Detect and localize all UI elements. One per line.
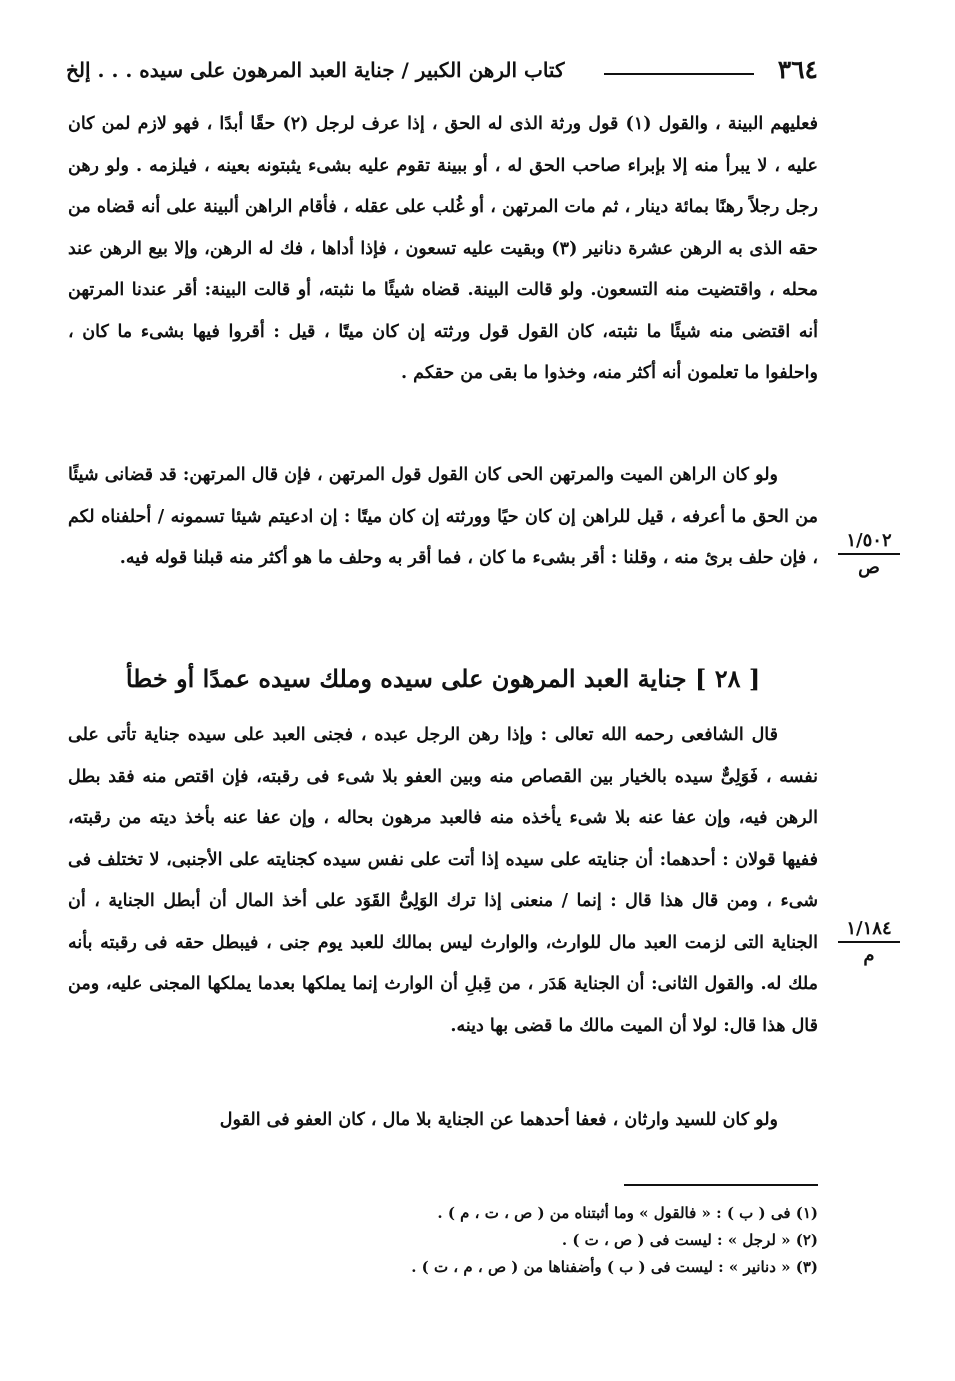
footnote-separator	[624, 1184, 818, 1186]
paragraph-3-lead: قال الشافعى	[681, 725, 778, 745]
page-number: ٣٦٤	[777, 55, 818, 84]
paragraph-2: ولو كان الراهن الميت والمرتهن الحى كان القول قول المرتهن ، فإن قال المرتهن: قد قضانى شيئًا من الحق ما أعرفه ، قيل للراهن إن كان حيًا وورثته إن كان ميتًا : إن ادعيتم شيئا تسمونه / أحلفناه لكم ، فإن حلف برئ منه ، وقلنا : أقر بشىء ما كان ، فما أقر به وحلف ما هو أكثر منه قبلنا قوله فيه.	[68, 465, 818, 568]
text-block-1	[68, 104, 818, 395]
margin-reference-number: ١/٥٠٢	[838, 530, 900, 555]
text-block-4	[68, 1100, 818, 1142]
text-block-2	[68, 455, 818, 580]
margin-reference	[838, 530, 900, 578]
margin-reference	[838, 918, 900, 966]
running-title: كتاب الرهن الكبير / جناية العبد المرهون على سيده . . . إلخ	[66, 58, 565, 82]
paragraph-1: فعليهم البينة ، والقول (١) قول ورثة الذى له الحق ، إذا عرف لرجل (٢) حقًا أبدًا ، فهو لازم لمن كان عليه ، لا يبرأ منه إلا بإبراء صاحب الحق له ، أو ببينة تقوم عليه بشىء يثبتونه بعينه ، فيلزمه . ولو رهن رجل رجلاً رهنًا بمائة دينار ، ثم مات المرتهن ، أو غُلب على عقله ، فأقام الراهن ألبينة على أنه قضاه من حقه الذى به الرهن عشرة دنانير (٣) وبقيت عليه تسعون ، فإذا أداها ، فك له الرهن، وإلا بيع الرهن عند محله ، واقتضيت منه التسعون. ولو قالت البينة. قضاه شيئًا ما نثبته، أو قالت البينة: أقر عندنا المرتهن أنه اقتضى منه شيئًا ما نثبته، كان القول قول ورثته إن كان ميتًا ، قيل : أقروا فيها بشىء ما كان ، واحلفوا ما تعلمون أنه أكثر منه، وخذوا ما بقى من حقكم .	[68, 114, 818, 383]
margin-reference-siglum: م	[863, 945, 875, 966]
text-block-3	[68, 715, 818, 1047]
paragraph-3	[68, 715, 818, 1047]
footnotes	[300, 1200, 818, 1281]
footnote: (١) فى ( ب ) : « فالقول » وما أثبتناه من ( ص ، ت ، م ) .	[437, 1204, 818, 1222]
paragraph-3-text: رحمه الله تعالى : وإذا رهن الرجل عبده ، فجنى العبد على سيده جناية تأتى على نفسه ، فَوَلِىٌّ سيده بالخيار بين القصاص منه وبين العفو بلا شىء فى رقبته، فإن اقتص منه فقد بطل الرهن فيه، وإن عفا عنه بلا شىء يأخذه منه فالعبد مرهون بحاله ، وإن عفا عنه بأخذ ديته من رقبته، ففيها قولان : أحدهما: أن جنايته على سيده إذا أتت على نفس سيده كجنايته على الأجنبى، لا تختلف فى شىء ، ومن قال هذا قال : إنما / منعنى إذا ترك الوَلِىُّ القَوَد على أخذ المال أن أبطل الجناية ، أن الجناية التى لزمت العبد مال للوارث، والوارث ليس بمالك للعبد يوم جنى ، فيبطل حقه فى رقبته بأنه ملك له. والقول الثانى: أن الجناية هَدَر ، من قِبلِ أن الوارث إنما يملكها بعدما يملكها المجنى عليه، ومن قال هذا قال: لولا أن الميت مالك ما قضى بها دينه.	[68, 725, 818, 1036]
header-rule	[604, 73, 754, 75]
page-header	[66, 55, 818, 91]
paragraph-4: ولو كان للسيد وارثان ، فعفا أحدهما عن الجناية بلا مال ، كان العفو فى القول	[219, 1110, 778, 1130]
footnote: (٢) « لرجل » : ليست فى ( ص ، ت ) .	[561, 1231, 818, 1249]
margin-reference-siglum: ص	[858, 557, 880, 578]
footnote: (٣) « دنانير » : ليست فى ( ب ) وأضفناها من ( ص ، م ، ت ) .	[411, 1258, 818, 1276]
margin-reference-number: ١/١٨٤	[838, 918, 900, 943]
section-heading: [ ٢٨ ] جناية العبد المرهون على سيده وملك سيده عمدًا أو خطأ	[125, 664, 761, 693]
